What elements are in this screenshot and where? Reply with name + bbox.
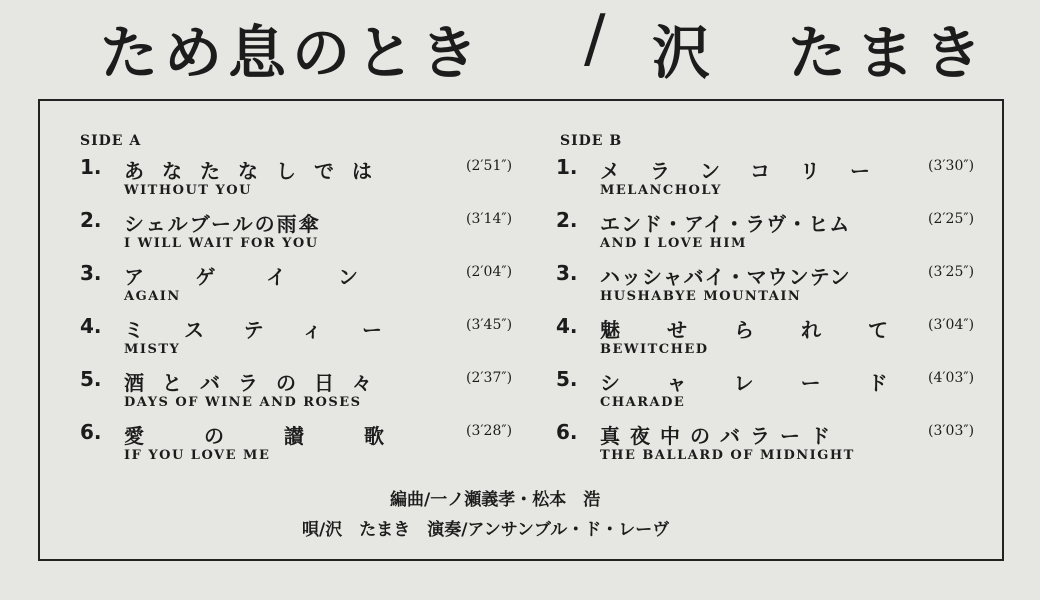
track-title-en: WITHOUT YOU xyxy=(124,183,252,198)
track-number: 4. xyxy=(80,314,102,338)
track-number: 3. xyxy=(556,261,578,285)
track-title-jp: シェルブールの雨傘 xyxy=(124,212,321,236)
track-title-en: HUSHABYE MOUNTAIN xyxy=(600,289,802,304)
track-number: 1. xyxy=(80,155,102,179)
track-title-jp: エンド・アイ・ラヴ・ヒム xyxy=(600,212,851,236)
side-b-track-5 xyxy=(556,367,996,419)
side-b-track-1 xyxy=(556,155,996,207)
track-duration: (3′30″) xyxy=(928,158,975,174)
track-number: 2. xyxy=(80,208,102,232)
artist-name: 沢 たまき xyxy=(652,19,993,87)
side-a-label: SIDE A xyxy=(80,133,142,149)
title-slash: / xyxy=(584,2,606,76)
track-number: 6. xyxy=(80,420,102,444)
track-duration: (2′25″) xyxy=(928,211,975,227)
track-title-en: DAYS OF WINE AND ROSES xyxy=(124,395,362,410)
track-title-jp: アゲイン xyxy=(124,265,410,289)
side-a-track-3 xyxy=(80,261,530,313)
track-title-jp: あなたなしでは xyxy=(124,159,390,183)
track-title-jp: 魅せられて xyxy=(600,318,935,342)
track-duration: (2′51″) xyxy=(466,158,513,174)
track-duration: (3′25″) xyxy=(928,264,975,280)
track-title-en: THE BALLARD OF MIDNIGHT xyxy=(600,448,855,463)
side-a-track-4 xyxy=(80,314,530,366)
track-title-en: CHARADE xyxy=(600,395,686,410)
track-number: 2. xyxy=(556,208,578,232)
side-b-track-3 xyxy=(556,261,996,313)
track-duration: (2′04″) xyxy=(466,264,513,280)
track-title-jp: ミスティー xyxy=(124,318,422,342)
side-a-track-5 xyxy=(80,367,530,419)
track-number: 5. xyxy=(80,367,102,391)
track-title-en: BEWITCHED xyxy=(600,342,709,357)
track-duration: (3′14″) xyxy=(466,211,513,227)
side-b-track-2 xyxy=(556,208,996,260)
track-number: 4. xyxy=(556,314,578,338)
track-duration: (3′03″) xyxy=(928,423,975,439)
album-title: ため息のとき xyxy=(100,19,485,87)
arrangement-credit: 編曲/一ノ瀬義孝・松本 浩 xyxy=(390,490,601,510)
tracklist-box xyxy=(38,99,1004,561)
track-title-en: MELANCHOLY xyxy=(600,183,722,198)
side-b-label: SIDE B xyxy=(560,133,623,149)
side-b-track-6 xyxy=(556,420,996,472)
track-duration: (2′37″) xyxy=(466,370,513,386)
track-title-jp: シャレード xyxy=(600,371,935,395)
track-number: 1. xyxy=(556,155,578,179)
track-duration: (3′28″) xyxy=(466,423,513,439)
track-duration: (3′04″) xyxy=(928,317,975,333)
track-number: 3. xyxy=(80,261,102,285)
track-title-en: MISTY xyxy=(124,342,181,357)
track-title-jp: 真夜中のバラード xyxy=(600,424,840,448)
title-bar xyxy=(0,2,1040,87)
track-title-en: I WILL WAIT FOR YOU xyxy=(124,236,319,251)
track-number: 5. xyxy=(556,367,578,391)
track-duration: (4′03″) xyxy=(928,370,975,386)
side-b-track-4 xyxy=(556,314,996,366)
track-title-jp: ハッシャバイ・マウンテン xyxy=(600,265,851,289)
side-a-track-6 xyxy=(80,420,530,472)
track-title-jp: 酒とバラの日々 xyxy=(124,371,390,395)
track-title-jp: メランコリー xyxy=(600,159,900,183)
track-title-en: IF YOU LOVE ME xyxy=(124,448,271,463)
track-duration: (3′45″) xyxy=(466,317,513,333)
track-title-en: AND I LOVE HIM xyxy=(600,236,747,251)
track-number: 6. xyxy=(556,420,578,444)
performer-credit: 唄/沢 たまき 演奏/アンサンブル・ド・レーヴ xyxy=(302,520,670,540)
track-title-en: AGAIN xyxy=(124,289,181,304)
track-title-jp: 愛の讃歌 xyxy=(124,424,444,448)
side-a-track-1 xyxy=(80,155,530,207)
side-a-track-2 xyxy=(80,208,530,260)
